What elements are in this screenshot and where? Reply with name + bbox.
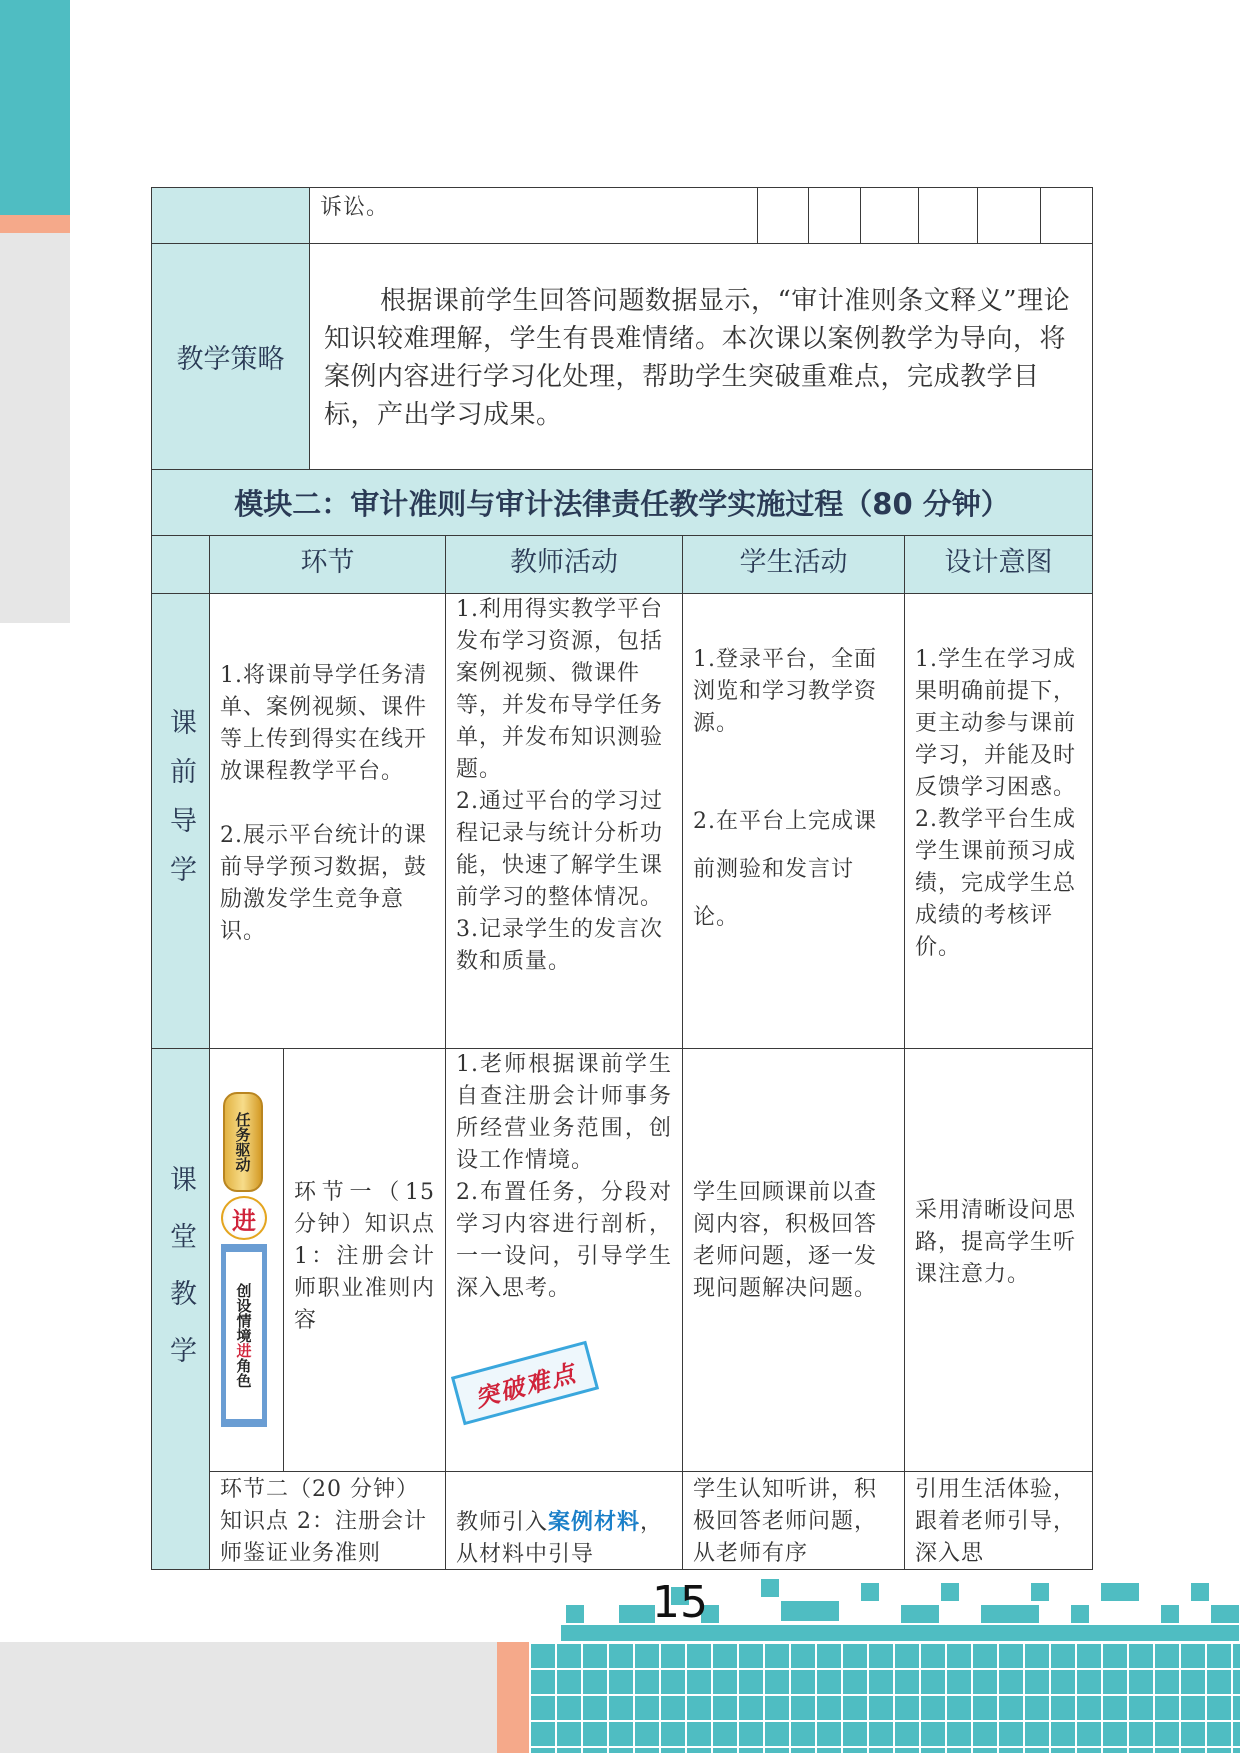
stage2-stage-text: 环节二（20 分钟）知识点 2：注册会计师鉴证业务准则 [220, 1477, 427, 1566]
stage2-intent-text: 引用生活体验，跟着老师引导，深入思 [915, 1477, 1077, 1566]
case-material-link[interactable]: 案例材料 [548, 1509, 641, 1535]
preclass-stage-1: 1.将课前导学任务清单、案例视频、课件等上传到得实在线开放课程教学平台。 [220, 663, 428, 784]
stage1-student-cell [682, 1048, 905, 1472]
preclass-student-2: 2.在平台上完成课前测验和发言讨论。 [693, 809, 877, 930]
preclass-stage-cell [209, 593, 446, 1049]
strategy-label: 教学策略 [176, 344, 285, 375]
stage2-intent-cell [904, 1471, 1093, 1570]
empty-cell [1040, 187, 1093, 244]
prev-row-label-cell [151, 187, 310, 244]
left-teal-bar [0, 0, 70, 215]
litigation-text: 诉讼。 [320, 195, 390, 220]
stage2-student-cell [682, 1471, 905, 1570]
preclass-teacher-text: 1.利用得实教学平台发布学习资源，包括案例视频、微课件等，并发布导学任务单，并发布知识测验题。 2.通过平台的学习过程记录与统计分析功能，快速了解学生课前学习的整体情况。 3.记录学生的发言次数和质量。 [456, 597, 664, 974]
preclass-label-cell [151, 593, 210, 1049]
empty-cell [918, 187, 978, 244]
bottom-gray-band [0, 1642, 500, 1753]
preclass-stage-2: 2.展示平台统计的课前导学预习数据，鼓励激发学生竞争意识。 [220, 823, 428, 944]
breakthrough-stamp: 突破难点 [451, 1341, 599, 1426]
strategy-text: 根据课前学生回答问题数据显示，“审计准则条文释义”理论知识较难理解，学生有畏难情绪。本次课以案例教学为导向，将案例内容进行学习化处理，帮助学生突破重难点，完成教学目标，产出学习成果。 [324, 286, 1071, 430]
badge-middle: 进 [221, 1196, 267, 1240]
preclass-student-1: 1.登录平台，全面浏览和学习教学资源。 [693, 647, 878, 736]
bottom-orange-bar [497, 1642, 529, 1753]
prev-row-text-cell [309, 187, 758, 244]
module-title: 模块二：审计准则与审计法律责任教学实施过程（80 分钟） [234, 487, 1010, 521]
header-stage: 环节 [209, 535, 446, 594]
stage1-intent-cell [904, 1048, 1093, 1472]
strategy-label-cell [151, 243, 310, 470]
inclass-label: 课堂教学 [165, 1165, 196, 1393]
badge-bottom: 创设情境进角色 [221, 1244, 267, 1427]
stage1-stage-text: 环节一（15 分钟）知识点 1：注册会计师职业准则内容 [294, 1180, 435, 1333]
preclass-student-cell [682, 593, 905, 1049]
empty-cell [860, 187, 919, 244]
stage1-intent-text: 采用清晰设问思路，提高学生听课注意力。 [915, 1198, 1077, 1287]
stage2-teacher-cell: 教师引入案例材料，从材料中引导 [445, 1471, 683, 1570]
preclass-intent-cell [904, 593, 1093, 1049]
stage1-stage-cell [283, 1048, 446, 1472]
task-driven-badge [221, 1092, 267, 1427]
header-student: 学生活动 [682, 535, 905, 594]
page-number: 15 [652, 1577, 708, 1628]
empty-cell [808, 187, 861, 244]
strategy-text-cell [309, 243, 1093, 470]
left-orange-bar [0, 215, 70, 233]
stage2-stage-cell [209, 1471, 446, 1570]
preclass-teacher-cell [445, 593, 683, 1049]
module-title-cell [151, 469, 1093, 536]
bottom-teal-band [529, 1642, 1240, 1753]
badge-top: 任务驱动 [223, 1092, 263, 1192]
stage1-teacher-text: 1.老师根据课前学生自查注册会计师事务所经营业务范围，创设工作情境。 2.布置任务，分段对学习内容进行剖析，一一设问，引导学生深入思考。 [456, 1052, 672, 1301]
preclass-label: 课前导学 [165, 708, 196, 904]
left-gray-bar [0, 233, 70, 623]
header-teacher: 教师活动 [445, 535, 683, 594]
preclass-intent-text: 1.学生在学习成果明确前提下，更主动参与课前学习，并能及时反馈学习困惑。 2.教学平台生成学生课前预习成绩，完成学生总成绩的考核评价。 [915, 647, 1077, 960]
section-label-header-cell [151, 535, 210, 594]
header-intent: 设计意图 [904, 535, 1093, 594]
stage2-student-text: 学生认知听讲，积极回答老师问题，从老师有序 [693, 1477, 878, 1566]
inclass-label-cell [151, 1048, 210, 1570]
empty-cell [757, 187, 809, 244]
empty-cell [977, 187, 1041, 244]
stage1-student-text: 学生回顾课前以查阅内容，积极回答老师问题，逐一发现问题解决问题。 [693, 1180, 878, 1301]
